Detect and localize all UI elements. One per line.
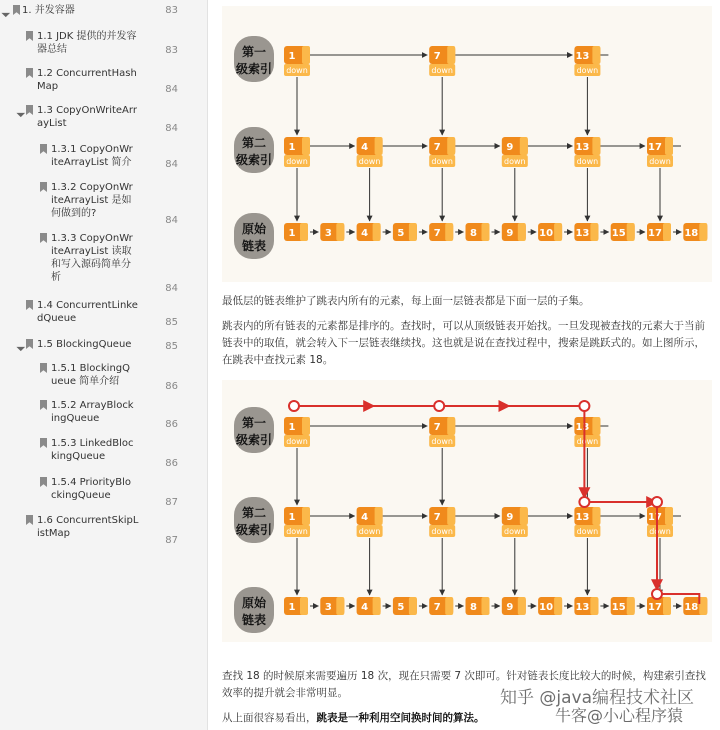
skiplist-node-pointer bbox=[627, 597, 635, 615]
toc-item-page: 87 bbox=[165, 497, 178, 508]
bookmark-icon bbox=[26, 300, 33, 310]
level-label-text: 链表 bbox=[241, 239, 267, 253]
level-label-text: 链表 bbox=[241, 613, 267, 627]
toc-item-label: 1. 并发容器 bbox=[22, 5, 75, 16]
down-pointer-label: down bbox=[504, 527, 526, 536]
expand-caret-icon[interactable]: ◢ bbox=[15, 341, 27, 352]
node-value: 13 bbox=[575, 142, 590, 153]
node-value: 18 bbox=[684, 228, 699, 239]
toc-item-label: 1.2 ConcurrentHashMap bbox=[37, 68, 137, 92]
node-value: 10 bbox=[539, 228, 554, 239]
toc-item-page: 84 bbox=[165, 283, 178, 294]
toc-item-label: 1.5.2 ArrayBlockingQueue bbox=[51, 400, 134, 424]
down-pointer-label: down bbox=[431, 527, 453, 536]
skiplist-node-pointer bbox=[665, 507, 673, 525]
level-label-text: 第一 bbox=[241, 45, 267, 59]
toc-item-page: 84 bbox=[165, 159, 178, 170]
skiplist-node-pointer bbox=[336, 223, 344, 241]
skiplist-node-pointer bbox=[590, 597, 598, 615]
node-value: 10 bbox=[539, 602, 554, 613]
skiplist-node-pointer bbox=[447, 137, 455, 155]
down-pointer-label: down bbox=[286, 66, 308, 75]
node-value: 7 bbox=[433, 422, 441, 433]
expand-caret-icon[interactable]: ◢ bbox=[0, 7, 12, 18]
node-value: 13 bbox=[575, 512, 590, 523]
skiplist-diagram-1 bbox=[222, 6, 712, 282]
down-pointer-label: down bbox=[649, 157, 671, 166]
bookmark-icon bbox=[40, 400, 47, 410]
node-value: 13 bbox=[575, 602, 590, 613]
skiplist-node-pointer bbox=[447, 507, 455, 525]
level-label-text: 级索引 bbox=[235, 523, 273, 537]
skiplist-node-pointer bbox=[300, 223, 308, 241]
node-value: 4 bbox=[361, 602, 369, 613]
level-label-text: 原始 bbox=[241, 596, 267, 610]
node-value: 4 bbox=[361, 512, 369, 523]
search-path-node bbox=[579, 497, 589, 507]
node-value: 9 bbox=[506, 602, 514, 613]
level-label-text: 级索引 bbox=[235, 153, 273, 167]
bookmark-icon bbox=[13, 5, 20, 15]
bookmark-icon bbox=[26, 339, 33, 349]
down-pointer-label: down bbox=[504, 157, 526, 166]
skiplist-figure-1 bbox=[222, 6, 712, 282]
level-label-text: 级索引 bbox=[235, 433, 273, 447]
skiplist-node-pointer bbox=[590, 223, 598, 241]
skiplist-node-pointer bbox=[300, 597, 308, 615]
bookmark-icon bbox=[40, 363, 47, 373]
skiplist-node-pointer bbox=[699, 597, 707, 615]
toc-item-page: 87 bbox=[165, 535, 178, 546]
skiplist-node-pointer bbox=[663, 597, 671, 615]
toc-item-label: 1.5.1 BlockingQueue 简单介绍 bbox=[51, 363, 131, 387]
skiplist-node-pointer bbox=[520, 507, 528, 525]
node-value: 7 bbox=[433, 228, 441, 239]
node-value: 5 bbox=[397, 602, 405, 613]
down-pointer-label: down bbox=[358, 157, 381, 166]
skiplist-node-pointer bbox=[375, 507, 383, 525]
skiplist-node-pointer bbox=[302, 46, 310, 64]
node-value: 7 bbox=[433, 602, 441, 613]
search-path-node bbox=[289, 401, 299, 411]
skiplist-node-pointer bbox=[373, 223, 381, 241]
skiplist-node-pointer bbox=[665, 137, 673, 155]
node-value: 8 bbox=[470, 602, 477, 613]
watermark-nowcoder: 牛客@小心程序猿 bbox=[555, 706, 684, 725]
node-value: 1 bbox=[288, 422, 296, 433]
para-efficiency: 查找 18 的时候原来需要遍历 18 次，现在只需要 7 次即可。针对链表长度比较大的时候，构建索引查找效率的提升就会非常明显。 bbox=[222, 670, 706, 699]
skiplist-node-pointer bbox=[302, 137, 310, 155]
toc-item-page: 84 bbox=[165, 123, 178, 134]
skiplist-node-pointer bbox=[445, 597, 453, 615]
toc-item-page: 83 bbox=[165, 5, 178, 16]
toc-item-page: 86 bbox=[165, 458, 178, 469]
toc-item-label: 1.5 BlockingQueue bbox=[37, 339, 132, 350]
down-pointer-label: down bbox=[649, 527, 671, 536]
node-value: 3 bbox=[324, 602, 332, 613]
bookmark-icon bbox=[26, 68, 33, 78]
skiplist-node-pointer bbox=[375, 137, 383, 155]
skiplist-node-pointer bbox=[482, 223, 490, 241]
toc-item-label: 1.1 JDK 提供的并发容器总结 bbox=[37, 31, 137, 55]
bookmark-icon bbox=[26, 105, 33, 115]
skiplist-node-pointer bbox=[409, 223, 417, 241]
down-pointer-label: down bbox=[431, 437, 453, 446]
skiplist-node-pointer bbox=[699, 223, 707, 241]
down-pointer-label: down bbox=[286, 437, 308, 446]
toc-item-label: 1.6 ConcurrentSkipListMap bbox=[37, 515, 139, 539]
node-value: 1 bbox=[288, 512, 296, 523]
skiplist-diagram-2 bbox=[222, 380, 712, 642]
node-value: 4 bbox=[361, 228, 369, 239]
toc-item-label: 1.3.1 CopyOnWriteArrayList 简介 bbox=[51, 144, 133, 168]
skiplist-node-pointer bbox=[373, 597, 381, 615]
skiplist-node-pointer bbox=[447, 46, 455, 64]
level-label-text: 级索引 bbox=[235, 62, 273, 76]
skiplist-node-pointer bbox=[520, 137, 528, 155]
node-value: 9 bbox=[506, 512, 514, 523]
node-value: 3 bbox=[324, 228, 332, 239]
down-pointer-label: down bbox=[576, 157, 599, 166]
level-label-text: 第二 bbox=[241, 136, 267, 150]
toc-item-page: 83 bbox=[165, 45, 178, 56]
node-value: 9 bbox=[506, 142, 514, 153]
toc-item-label: 1.5.3 LinkedBlockingQueue bbox=[51, 438, 134, 462]
skiplist-node-pointer bbox=[627, 223, 635, 241]
toc-item-page: 84 bbox=[165, 84, 178, 95]
skiplist-node-pointer bbox=[592, 137, 600, 155]
node-value: 18 bbox=[684, 602, 699, 613]
toc-item-page: 85 bbox=[165, 317, 178, 328]
skiplist-node-pointer bbox=[336, 597, 344, 615]
node-value: 5 bbox=[397, 228, 405, 239]
node-value: 4 bbox=[361, 142, 369, 153]
bookmark-icon bbox=[40, 233, 47, 243]
conclusion-bold: 跳表是一种利用空间换时间的算法。 bbox=[316, 712, 485, 724]
node-value: 13 bbox=[575, 422, 590, 433]
search-path-node bbox=[652, 497, 662, 507]
skiplist-node-pointer bbox=[592, 417, 600, 435]
node-value: 7 bbox=[433, 142, 441, 153]
skiplist-node-pointer bbox=[592, 46, 600, 64]
skiplist-figure-2 bbox=[222, 380, 712, 642]
skiplist-node-pointer bbox=[554, 223, 562, 241]
skiplist-node-pointer bbox=[409, 597, 417, 615]
toc-item-label: 1.3 CopyOnWriteArrayList bbox=[37, 105, 137, 129]
node-value: 17 bbox=[648, 142, 662, 153]
node-value: 15 bbox=[611, 228, 626, 239]
level-label-text: 原始 bbox=[241, 222, 267, 236]
level-label-text: 第二 bbox=[241, 506, 267, 520]
node-value: 17 bbox=[648, 602, 662, 613]
node-value: 1 bbox=[288, 51, 296, 62]
toc-item-label: 1.4 ConcurrentLinkedQueue bbox=[37, 300, 138, 324]
search-path-node bbox=[434, 401, 444, 411]
toc-item-label: 1.3.3 CopyOnWriteArrayList 读取和写入源码简单分析 bbox=[51, 233, 133, 283]
toc-item-label: 1.3.2 CopyOnWriteArrayList 是如何做到的? bbox=[51, 182, 133, 219]
node-value: 1 bbox=[288, 228, 296, 239]
expand-caret-icon[interactable]: ◢ bbox=[15, 107, 27, 118]
node-value: 13 bbox=[575, 51, 590, 62]
down-pointer-label: down bbox=[358, 527, 381, 536]
down-pointer-label: down bbox=[576, 437, 599, 446]
bookmark-icon bbox=[40, 182, 47, 192]
skiplist-node-pointer bbox=[302, 507, 310, 525]
skiplist-node-pointer bbox=[518, 597, 526, 615]
node-value: 9 bbox=[506, 228, 514, 239]
node-value: 7 bbox=[433, 51, 441, 62]
para-search-desc: 跳表内的所有链表的元素都是排序的。查找时，可以从顶级链表开始找。一旦发现被查找的元素大于当前链表中的取值，就会转入下一层链表继续找。这也就是说在查找过程中，搜索是跳跃式的。如上图所示，在跳表中查找元素 18。 bbox=[222, 320, 705, 366]
para-sublist: 最低层的链表维护了跳表内所有的元素，每上面一层链表都是下面一层的子集。 bbox=[222, 295, 590, 307]
skiplist-node-pointer bbox=[445, 223, 453, 241]
bookmark-icon bbox=[26, 515, 33, 525]
bookmark-icon bbox=[26, 31, 33, 41]
down-pointer-label: down bbox=[286, 527, 308, 536]
skiplist-node-pointer bbox=[482, 597, 490, 615]
node-value: 17 bbox=[648, 512, 662, 523]
skiplist-node-pointer bbox=[447, 417, 455, 435]
down-pointer-label: down bbox=[431, 66, 453, 75]
search-path-node bbox=[652, 589, 662, 599]
down-pointer-label: down bbox=[576, 66, 599, 75]
node-value: 7 bbox=[433, 512, 441, 523]
node-value: 1 bbox=[288, 142, 296, 153]
down-pointer-label: down bbox=[576, 527, 599, 536]
node-value: 17 bbox=[648, 228, 662, 239]
toc-sidebar bbox=[0, 0, 208, 730]
toc-item-page: 84 bbox=[165, 215, 178, 226]
conclusion-prefix: 从上面很容易看出， bbox=[222, 712, 317, 724]
search-path-node bbox=[579, 401, 589, 411]
level-label-text: 第一 bbox=[241, 416, 267, 430]
down-pointer-label: down bbox=[286, 157, 308, 166]
bookmark-icon bbox=[40, 477, 47, 487]
toc-item-label: 1.5.4 PriorityBlockingQueue bbox=[51, 477, 131, 501]
node-value: 8 bbox=[470, 228, 477, 239]
bookmark-icon bbox=[40, 438, 47, 448]
down-pointer-label: down bbox=[431, 157, 453, 166]
skiplist-node-pointer bbox=[554, 597, 562, 615]
watermark-zhihu: 知乎 @java编程技术社区 bbox=[500, 688, 695, 708]
toc-item-page: 85 bbox=[165, 341, 178, 352]
bookmark-icon bbox=[40, 144, 47, 154]
skiplist-node-pointer bbox=[592, 507, 600, 525]
skiplist-node-pointer bbox=[663, 223, 671, 241]
toc-item-page: 86 bbox=[165, 419, 178, 430]
toc-item-page: 86 bbox=[165, 381, 178, 392]
node-value: 15 bbox=[611, 602, 626, 613]
node-value: 1 bbox=[288, 602, 296, 613]
node-value: 13 bbox=[575, 228, 590, 239]
skiplist-node-pointer bbox=[518, 223, 526, 241]
skiplist-node-pointer bbox=[302, 417, 310, 435]
